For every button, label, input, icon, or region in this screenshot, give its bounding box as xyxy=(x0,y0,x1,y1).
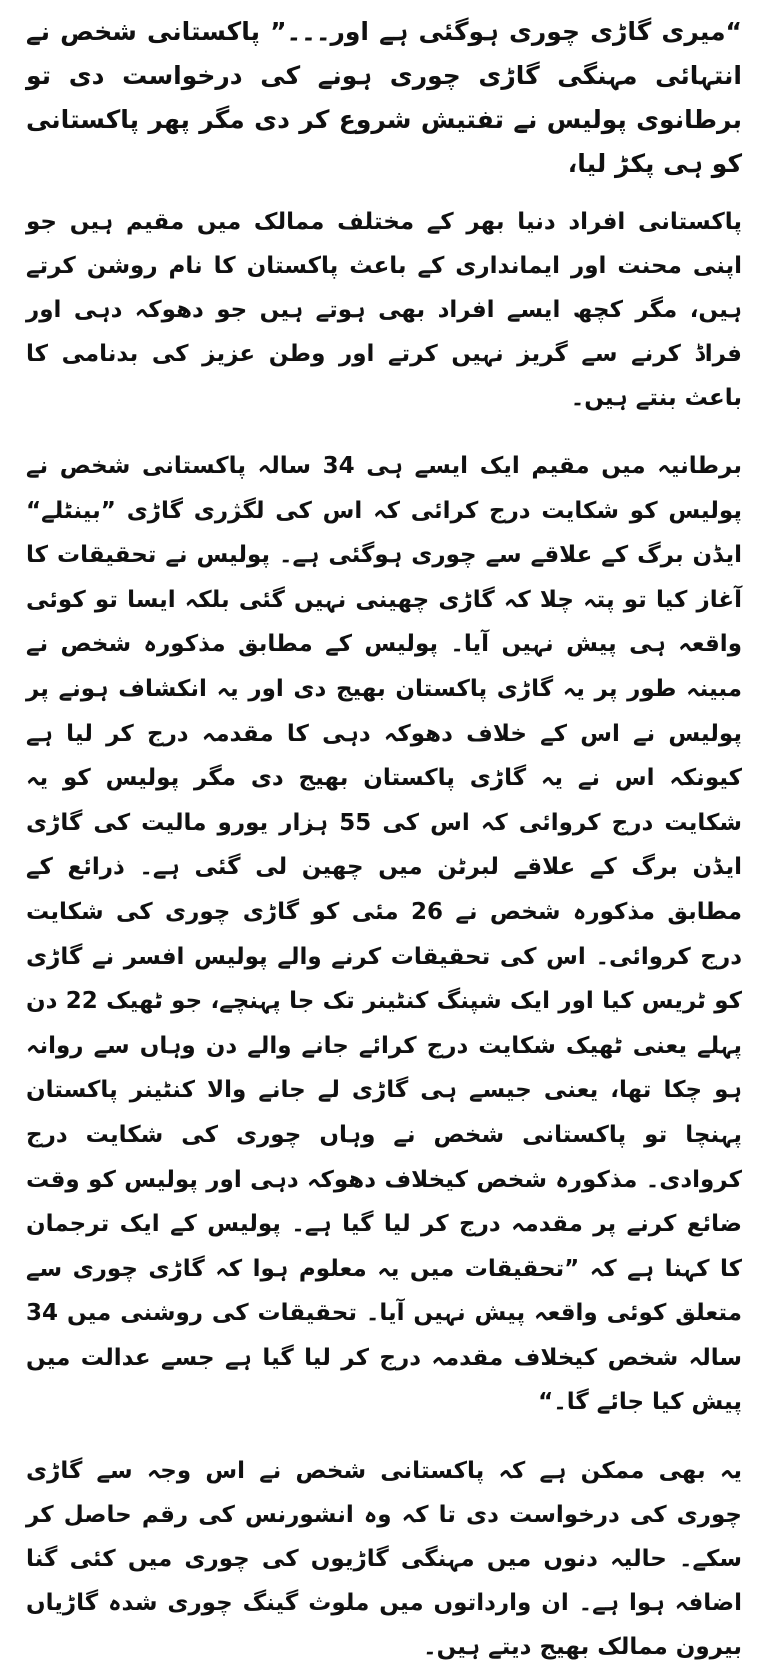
article-paragraph-2: برطانیہ میں مقیم ایک ایسے ہی 34 سالہ پاکستانی شخص نے پولیس کو شکایت درج کرائی کہ اس کی لگژری گاڑی ”بینٹلے“ ایڈن برگ کے علاقے سے چوری ہوگئی ہے۔ پولیس نے تحقیقات کا آغاز کیا تو پتہ چلا کہ گاڑی چھینی نہیں گئی بلکہ ایسا تو کوئی واقعہ ہی پیش نہیں آیا۔ پولیس کے مطابق مذکورہ شخص نے مبینہ طور پر یہ گاڑی پاکستان بھیج دی اور یہ انکشاف ہونے پر پولیس نے اس کے خلاف دھوکہ دہی کا مقدمہ درج کر لیا ہے کیونکہ اس نے یہ گاڑی پاکستان بھیج دی مگر پولیس کو یہ شکایت درج کروائی کہ اس کی 55 ہزار یورو مالیت کی گاڑی ایڈن برگ کے علاقے لبرٹن میں چھین لی گئی ہے۔ ذرائع کے مطابق مذکورہ شخص نے 26 مئی کو گاڑی چوری کی شکایت درج کروائی۔ اس کی تحقیقات کرنے والے پولیس افسر نے گاڑی کو ٹریس کیا اور ایک شپنگ کنٹینر تک جا پہنچے، جو ٹھیک 22 دن پہلے یعنی ٹھیک شکایت درج کرائے جانے والے دن وہاں سے روانہ ہو چکا تھا، یعنی جیسے ہی گاڑی لے جانے والا کنٹینر پاکستان پہنچا تو پاکستانی شخص نے وہاں چوری کی شکایت درج کروادی۔ مذکورہ شخص کیخلاف دھوکہ دہی اور پولیس کو وقت ضائع کرنے پر مقدمہ درج کر لیا گیا ہے۔ پولیس کے ایک ترجمان کا کہنا ہے کہ ”تحقیقات میں یہ معلوم ہوا کہ گاڑی چوری سے متعلق کوئی واقعہ پیش نہیں آیا۔ تحقیقات کی روشنی میں 34 سالہ شخص کیخلاف مقدمہ درج کر لیا گیا ہے جسے عدالت میں پیش کیا جائے گا۔“ xyxy=(26,453,743,1416)
article-body xyxy=(26,10,742,1669)
article-headline: “میری گاڑی چوری ہوگئی ہے اور۔۔۔” پاکستانی شخص نے انتہائی مہنگی گاڑی چوری ہونے کی درخواست دی تو برطانوی پولیس نے تفتیش شروع کر دی مگر پھر پاکستانی کو ہی پکڑ لیا، xyxy=(26,17,742,178)
article-paragraph-3: یہ بھی ممکن ہے کہ پاکستانی شخص نے اس وجہ سے گاڑی چوری کی درخواست دی تا کہ وہ انشورنس کی رقم حاصل کر سکے۔ حالیہ دنوں میں مہنگی گاڑیوں کی چوری میں کئی گنا اضافہ ہوا ہے۔ ان وارداتوں میں ملوث گینگ چوری شدہ گاڑیاں بیرون ممالک بھیج دیتے ہیں۔ xyxy=(26,1458,742,1661)
article-paragraph-1: پاکستانی افراد دنیا بھر کے مختلف ممالک میں مقیم ہیں جو اپنی محنت اور ایمانداری کے باعث پاکستان کا نام روشن کرتے ہیں، مگر کچھ ایسے افراد بھی ہوتے ہیں جو دھوکہ دہی اور فراڈ کرنے سے گریز نہیں کرتے اور وطن عزیز کی بدنامی کا باعث بنتے ہیں۔ xyxy=(26,209,742,411)
